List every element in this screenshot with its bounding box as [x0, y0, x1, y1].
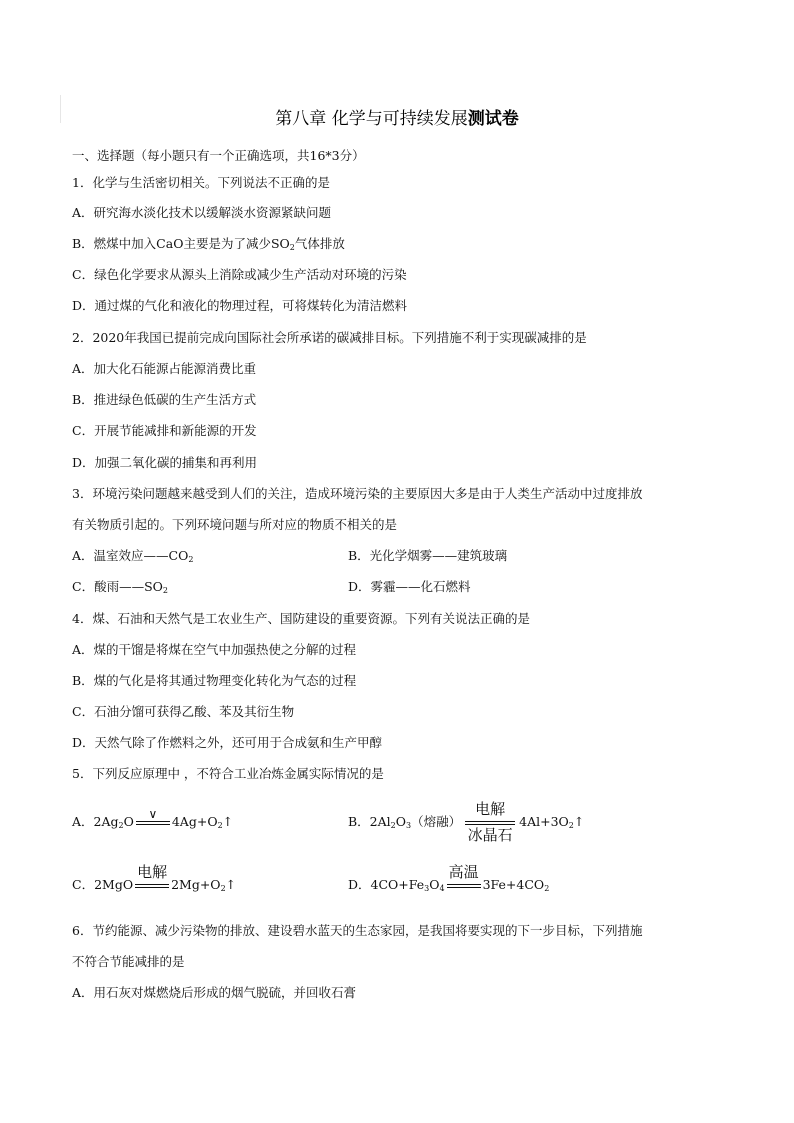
equal-bar-top — [447, 884, 481, 885]
q5-d-sub1: 3 — [424, 884, 430, 893]
q3-option-a — [72, 548, 193, 564]
equal-bar-bottom — [136, 824, 170, 825]
q5-option-a — [72, 807, 234, 830]
q6-stem-line1: 6．节约能源、减少污染物的排放、建设碧水蓝天的生态家园，是我国将要实现的下一步目标，下列措施 — [72, 923, 643, 938]
gas-arrow: ↑ — [222, 814, 234, 829]
equal-bar-top — [135, 884, 169, 885]
q5-option-d — [348, 863, 550, 893]
q1-b-pre: B．燃煤中加入CaO主要是为了减少SO — [72, 236, 290, 251]
q1-option-b — [72, 236, 345, 252]
gas-arrow: ↑ — [225, 877, 237, 892]
q3-option-d: D．雾霾——化石燃料 — [348, 579, 471, 594]
q3-option-b: B．光化学烟雾——建筑玻璃 — [348, 548, 508, 563]
q5-d-sub3: 2 — [544, 884, 550, 893]
q3-c-pre: C．酸雨——SO — [72, 579, 163, 594]
q1-option-a: A．研究海水淡化技术以缓解淡水资源紧缺问题 — [72, 205, 332, 220]
q5-b-condition — [465, 800, 515, 844]
q5-a-condition — [136, 807, 170, 829]
title-bold: 测试卷 — [467, 109, 519, 129]
q5-d-condition — [447, 863, 481, 892]
q6-option-a: A．用石灰对煤燃烧后形成的烟气脱硫，并回收石膏 — [72, 985, 357, 1000]
q3-stem-line1: 3．环境污染问题越来越受到人们的关注，造成环境污染的主要原因大多是由于人类生产活动中过度排放 — [72, 486, 643, 501]
q1-b-post: 气体排放 — [294, 236, 345, 251]
q5-stem: 5．下列反应原理中 ，不符合工业冶炼金属实际情况的是 — [72, 766, 384, 781]
q5-option-c — [72, 863, 237, 893]
q5-a-mid: O — [123, 814, 134, 829]
q5-b-sub3: 2 — [568, 821, 574, 830]
q4-stem: 4．煤、石油和天然气是工农业生产、国防建设的重要资源。下列有关说法正确的是 — [72, 611, 530, 626]
q5-c-condition — [135, 863, 169, 892]
condition-cryolite: 冰晶石 — [467, 826, 513, 844]
condition-electrolysis: 电解 — [137, 863, 168, 881]
title-main: 第八章 化学与可持续发展 — [275, 109, 468, 129]
q1-stem: 1．化学与生活密切相关。下列说法不正确的是 — [72, 175, 330, 190]
q5-a-product: 4Ag+O — [171, 814, 218, 829]
gas-arrow: ↑ — [573, 814, 585, 829]
equal-bar-bottom — [465, 824, 515, 825]
q3-a-pre: A．温室效应——CO — [72, 548, 189, 563]
q5-c-sub1: 2 — [220, 884, 226, 893]
q3-a-sub: 2 — [188, 555, 194, 564]
q1-option-d: D．通过煤的气化和液化的物理过程，可将煤转化为清洁燃料 — [72, 298, 408, 313]
q2-option-c: C．开展节能减排和新能源的开发 — [72, 423, 257, 438]
condition-high-temp: 高温 — [448, 863, 479, 881]
equal-bar-top — [465, 821, 515, 822]
q4-option-b: B．煤的气化是将其通过物理变化转化为气态的过程 — [72, 673, 357, 688]
condition-electrolysis: 电解 — [475, 800, 506, 818]
q4-option-c: C．石油分馏可获得乙酸、苯及其衍生物 — [72, 704, 295, 719]
q5-a-label: A．2Ag — [72, 814, 119, 829]
q6-stem-line2: 不符合节能减排的是 — [72, 954, 185, 969]
q5-b-sub2: 3 — [406, 821, 412, 830]
q1-b-sub: 2 — [289, 243, 295, 252]
q5-b-mid: O — [395, 814, 407, 829]
page-title — [0, 104, 794, 129]
q5-b-sub1: 2 — [390, 821, 396, 830]
q1-option-c: C．绿色化学要求从源头上消除或减少生产活动对环境的污染 — [72, 267, 407, 282]
equal-bar-bottom — [447, 887, 481, 888]
q5-c-product: 2Mg+O — [171, 877, 221, 892]
equal-bar-bottom — [135, 887, 169, 888]
section-heading: 一、选择题（每小题只有一个正确选项，共16*3分） — [72, 148, 365, 163]
q2-option-d: D．加强二氧化碳的捕集和再利用 — [72, 455, 258, 470]
equal-bar-top — [136, 821, 170, 822]
q5-c-label: C．2MgO — [72, 877, 134, 892]
q5-b-product: 4Al+3O — [519, 814, 569, 829]
q2-option-b: B．推进绿色低碳的生产生活方式 — [72, 392, 257, 407]
q2-stem: 2．2020年我国已提前完成向国际社会所承诺的碳减排目标。下列措施不利于实现碳减排的是 — [72, 330, 587, 345]
heat-mark: ∨ — [148, 807, 158, 821]
q5-option-b — [348, 800, 585, 844]
q5-b-label: B．2Al — [348, 814, 391, 829]
q5-d-product: 3Fe+4CO — [482, 877, 545, 892]
q3-stem-line2: 有关物质引起的。下列环境问题与所对应的物质不相关的是 — [72, 517, 398, 532]
q5-a-sub2: 2 — [217, 821, 223, 830]
q2-option-a: A．加大化石能源占能源消费比重 — [72, 361, 257, 376]
q5-b-note: （熔融） — [411, 814, 462, 829]
q5-d-sub2: 4 — [439, 884, 445, 893]
q5-d-label: D．4CO+Fe — [348, 877, 425, 892]
q3-c-sub: 2 — [162, 586, 168, 595]
q5-a-sub1: 2 — [118, 821, 124, 830]
q4-option-d: D．天然气除了作燃料之外，还可用于合成氨和生产甲醇 — [72, 735, 383, 750]
q4-option-a: A．煤的干馏是将煤在空气中加强热使之分解的过程 — [72, 642, 357, 657]
q3-option-c — [72, 579, 168, 595]
q5-d-mid: O — [429, 877, 440, 892]
